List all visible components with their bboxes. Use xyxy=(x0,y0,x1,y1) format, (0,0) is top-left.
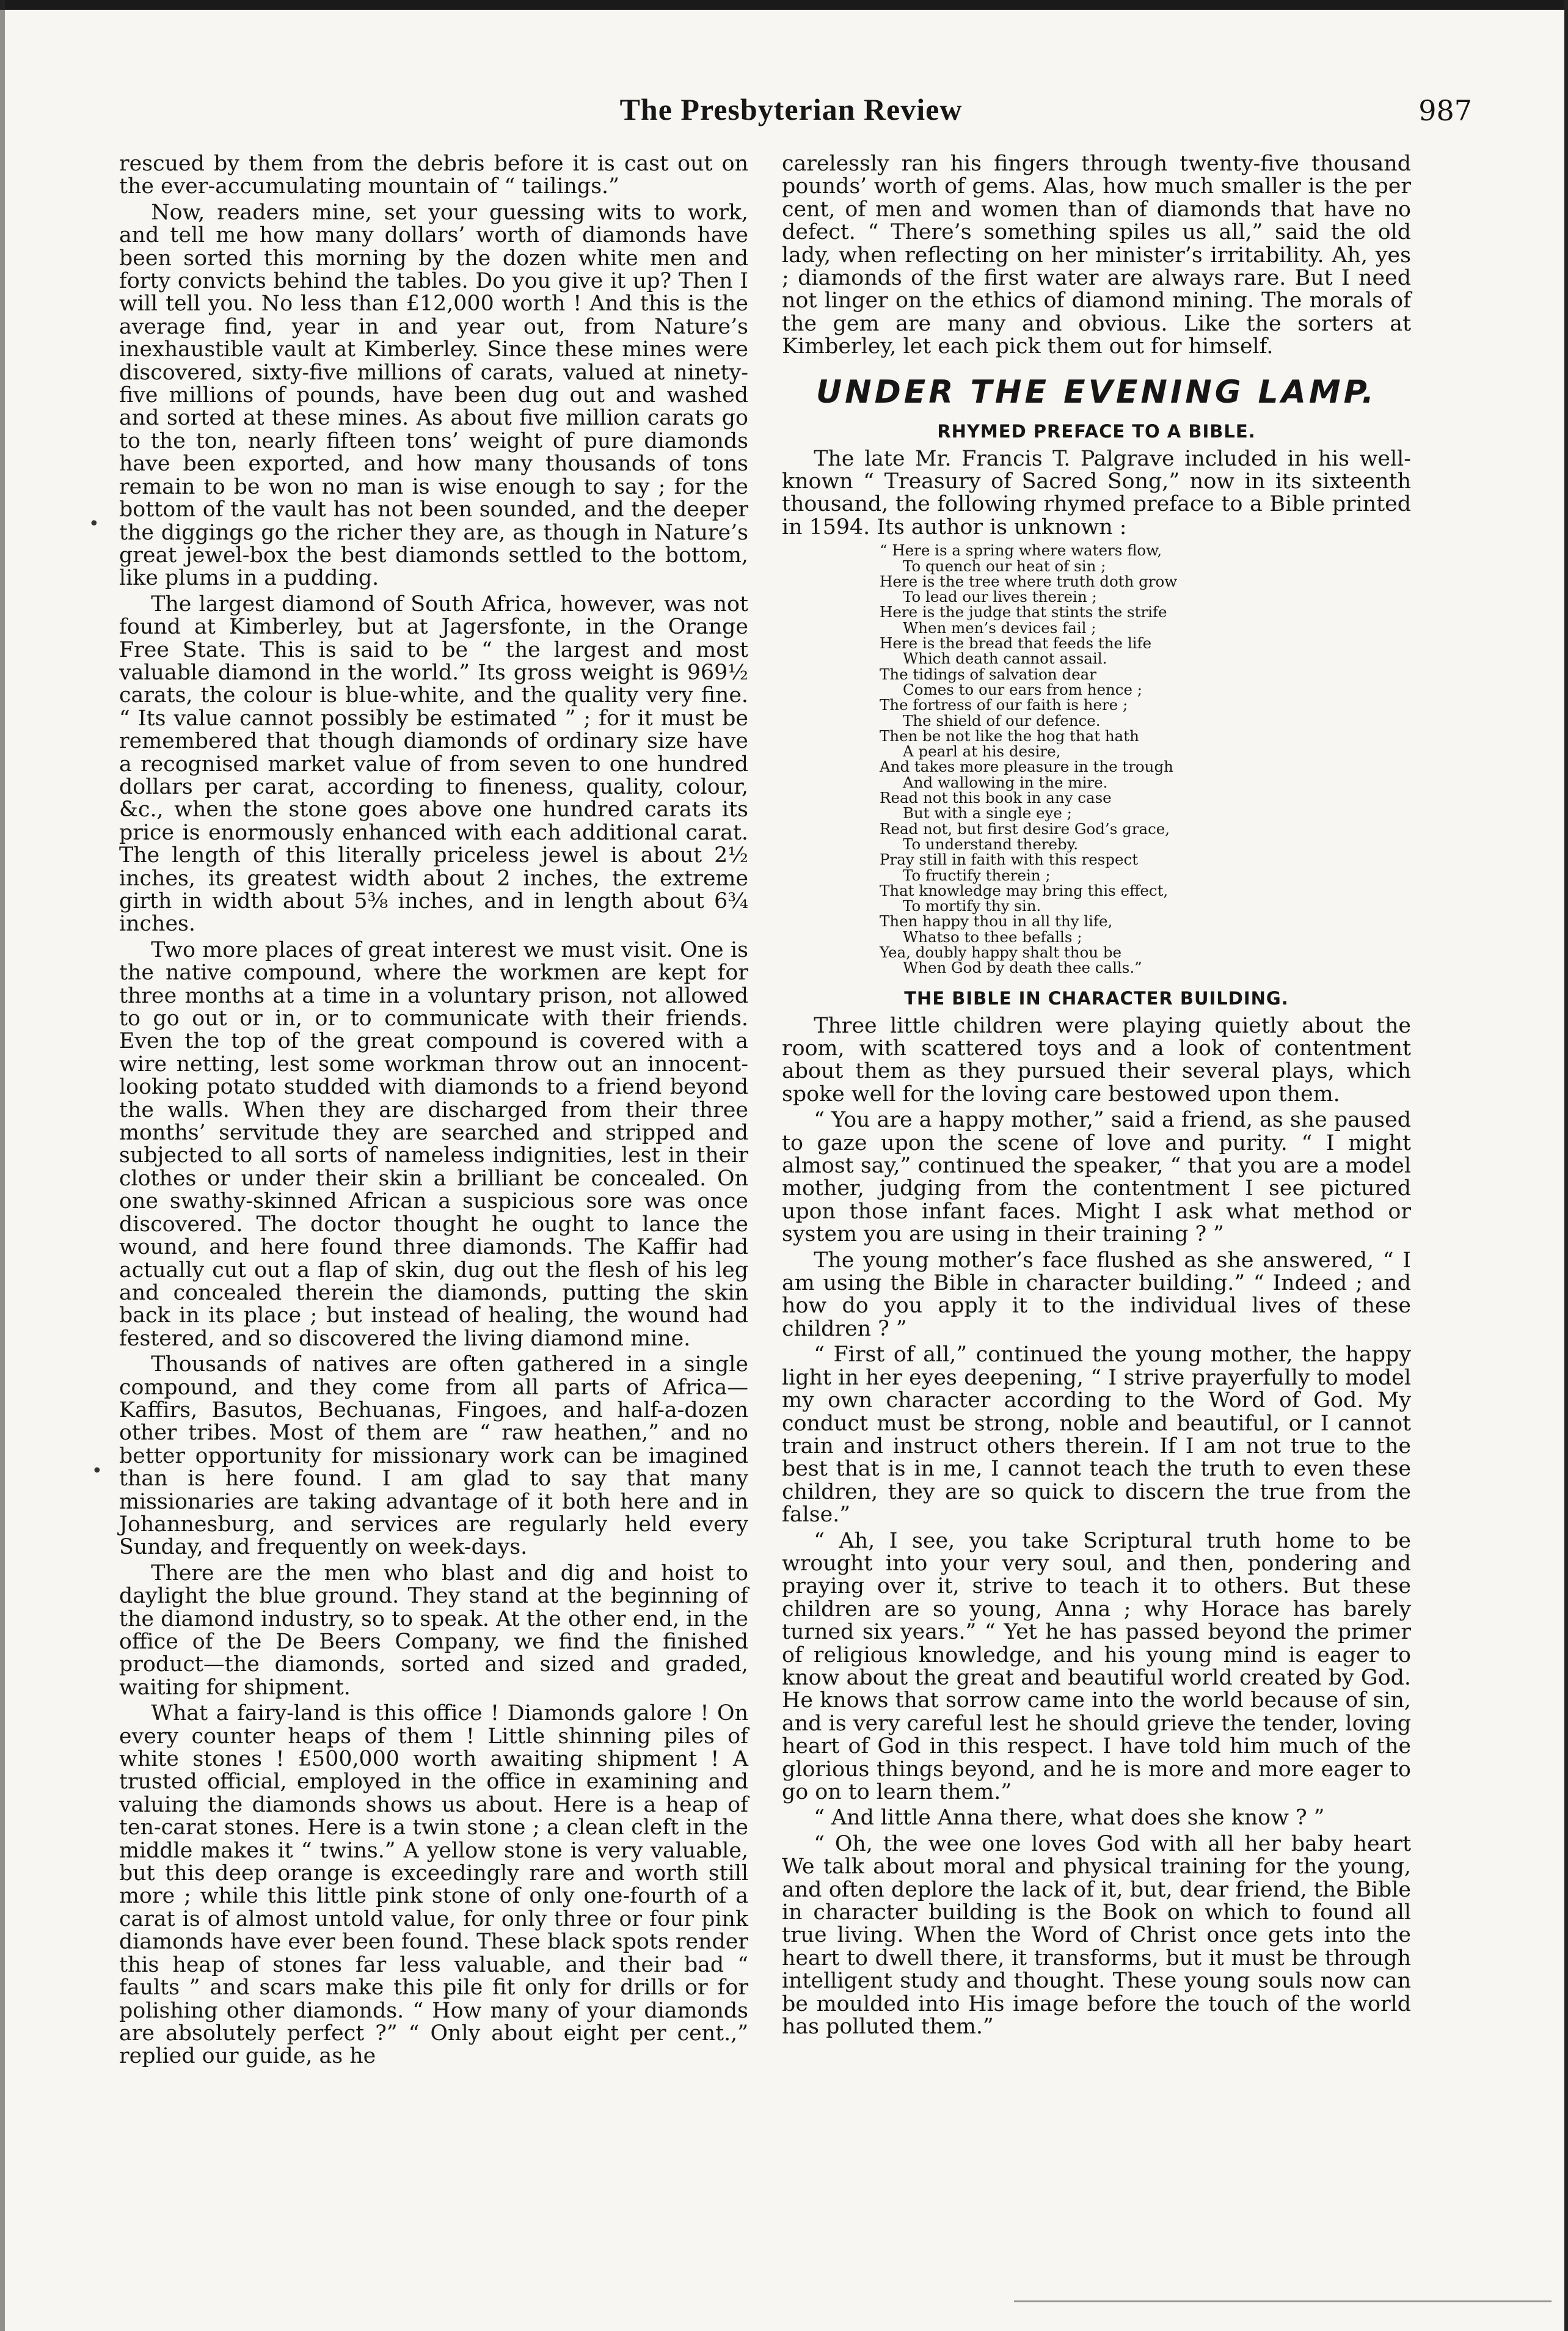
article-paragraph: The largest diamond of South Africa, however, was not found at Kimberley, but at Jagersfonte, in the Orange Free State. This is said to be “ the largest and most valuable diamond in the world.” Its gross weight is 969½ carats, the colour is blue-white, and the quality very fine. “ Its value cannot possibly be estimated ” ; for it must be remembered that though diamonds of ordinary size have a recognised market value of from seven to one hundred dollars per carat, according to fineness, quality, colour, &c., when the stone goes above one hundred carats its price is enormously enhanced with each additional carat. The length of this literally priceless jewel is about 2½ inches, its greatest width about 2 inches, the extreme girth in width about 5⅜ inches, and in length about 6¾ inches. xyxy=(119,591,748,937)
poem-line: Then happy thou in all thy life, xyxy=(880,912,1113,931)
left-column xyxy=(119,153,748,2071)
page-header xyxy=(110,92,1472,134)
article-paragraph: Three little children were playing quietly about the room, with scattered toys and a look of contentment about them as they pursued their several plays, which spoke well for the loving care bestowed upon them. xyxy=(782,1013,1411,1107)
right-column xyxy=(782,153,1411,2041)
poem-line: Which death cannot assail. xyxy=(903,650,1107,668)
poem-line: Read not, but first desire God’s grace, xyxy=(880,819,1170,838)
rhymed-preface-poem xyxy=(782,543,1411,975)
running-title: The Presbyterian Review xyxy=(619,92,963,126)
article-paragraph: “ Ah, I see, you take Scriptural truth home to be wrought into your very soul, and then, pondering and praying over it, strive to teach it to others. But these children are so young, Anna ; why Horace has barely turned six years.” “ Yet he has passed beyond the primer of religious knowledge, and his young mind is eager to know about the great and beautiful world created by God. He knows that sorrow came into the world because of sin, and is very careful lest he should grieve the tender, loving heart of God in this respect. I have told him much of the glorious things beyond, and he is more and more eager to go on to learn them.” xyxy=(782,1528,1411,1804)
article-paragraph: “ Oh, the wee one loves God with all her baby heart We talk about moral and physical training for the young, and often deplore the lack of it, but, dear friend, the Bible in character building is the Book on which to found all true living. When the Word of Christ once gets into the heart to dwell there, it transforms, but it must be through intelligent study and thought. These young souls now can be moulded into His image before the touch of the world has polluted them.” xyxy=(782,1831,1411,2040)
article-paragraph: “ You are a happy mother,” said a friend, as she paused to gaze upon the scene of love and purity. “ I might almost say,” continued the speaker, “ that you are a model mother, judging from the contentment I see pictured upon those infant faces. Might I ask what method or system you are using in their training ? ” xyxy=(782,1108,1411,1247)
page-number: 987 xyxy=(1418,94,1472,127)
poem-line: But with a single eye ; xyxy=(903,804,1072,822)
article-paragraph: Thousands of natives are often gathered in a single compound, and they come from all parts of Africa—Kaffirs, Basutos, Bechuanas, Fingoes, and half-a-dozen other tribes. Most of them are “ raw heathen,” and no better opportunity for missionary work can be imagined than is here found. I am glad to say that many missionaries are taking advantage of it both here and in Johannesburg, and services are regularly held every Sunday, and frequently on week-days. xyxy=(119,1352,748,1560)
poem-line: When men’s devices fail ; xyxy=(903,618,1096,637)
poem-line: Yea, doubly happy shalt thou be xyxy=(880,943,1122,961)
article-paragraph: Now, readers mine, set your guessing wits to work, and tell me how many dollars’ worth of diamonds have been sorted this morning by the dozen white men and forty convicts behind the tables. Do you give it up? Then I will tell you. No less than £12,000 worth ! And this is the average find, year in and year out, from Nature’s inexhaustible vault at Kimberley. Since these mines were discovered, sixty-five millions of carats, valued at ninety-five millions of pounds, have been dug out and washed and sorted at these mines. As about five million carats go to the ton, nearly fifteen tons’ weight of pure diamonds have been exported, and how many thousands of tons remain to be won no man is wise enough to say ; for the bottom of the vault has not been sounded, and the deeper the diggings go the richer they are, as though in Nature’s great jewel-box the best diamonds settled to the bottom, like plums in a pudding. xyxy=(119,200,748,591)
poem-line: To quench our heat of sin ; xyxy=(903,557,1106,575)
article-paragraph: The late Mr. Francis T. Palgrave included in his well-known “ Treasury of Sacred Song,” now in its sixteenth thousand, the following rhymed preface to a Bible printed in 1594. Its author is unknown : xyxy=(782,446,1411,540)
poem-line: That knowledge may bring this effect, xyxy=(880,881,1169,899)
poem-line: Here is the judge that stints the strife xyxy=(880,603,1167,621)
poem-line: The fortress of our faith is here ; xyxy=(880,696,1128,714)
article-paragraph: carelessly ran his fingers through twenty-five thousand pounds’ worth of gems. Alas, how much smaller is the per cent, of men and women than of diamonds that have no defect. “ There’s something spiles us all,” said the old lady, when reflecting on her minister’s irritability. Ah, yes ; diamonds of the first water are always rare. But I need not linger on the ethics of diamond mining. The morals of the gem are many and obvious. Like the sorters at Kimberley, let each pick them out for himself. xyxy=(782,152,1411,359)
poem-line: Then be not like the hog that hath xyxy=(880,726,1139,745)
poem-line: To mortify thy sin. xyxy=(903,897,1041,915)
poem-line: The shield of our defence. xyxy=(903,711,1101,730)
article-paragraph: Two more places of great interest we must visit. One is the native compound, where the workmen are kept for three months at a time in a voluntary prison, not allowed to go out or in, or to communicate with their friends. Even the top of the great compound is covered with a wire netting, lest some workman throw out an innocent-looking potato studded with diamonds to a friend beyond the walls. When they are discharged from their three months’ servitude they are searched and stripped and subjected to all sorts of nameless indignities, lest in their clothes or under their skin a brilliant be concealed. On one swathy-skinned African a suspicious sore was once discovered. The doctor thought he ought to lance the wound, and here found three diamonds. The Kaffir had actually cut out a flap of skin, dug out the flesh of his leg and concealed therein the diamonds, putting the skin back in its place ; but instead of healing, the wound had festered, and so discovered the living diamond mine. xyxy=(119,937,748,1351)
poem-line: And wallowing in the mire. xyxy=(903,773,1108,791)
poem-line: Read not this book in any case xyxy=(880,789,1112,807)
poem-line: To understand thereby. xyxy=(903,835,1079,853)
article-paragraph: “ First of all,” continued the young mother, the happy light in her eyes deepening, “ I strive prayerfully to model my own character according to the Word of God. My conduct must be strong, noble and beautiful, or I cannot train and instruct others therein. If I am not true to the best that is in me, I cannot teach the truth to even these children, they are so quick to discern the true from the false.” xyxy=(782,1342,1411,1528)
poem-line: To fructify therein ; xyxy=(903,866,1051,884)
margin-mark: • xyxy=(92,1460,103,1482)
margin-mark: • xyxy=(89,513,100,535)
poem-line: When God by death thee calls.” xyxy=(903,959,1142,977)
poem-line: Here is the bread that feeds the life xyxy=(880,634,1152,653)
article-paragraph: What a fairy-land is this office ! Diamonds galore ! On every counter heaps of them ! Little shinning piles of white stones ! £500,000 worth awaiting shipment ! A trusted official, employed in the office in examining and valuing the diamonds shows us about. Here is a heap of ten-carat stones. Here is a twin stone ; a clean cleft in the middle makes it “ twins.” A yellow stone is very valuable, but this deep orange is exceedingly rare and worth still more ; while this little pink stone of only one-fourth of a carat is of almost untold value, for only three or four pink diamonds have ever been found. These black spots render this heap of stones far less valuable, and their bad “ faults ” and scars make this pile fit only for drills or for polishing other diamonds. “ How many of your diamonds are absolutely perfect ?” “ Only about eight per cent.,” replied our guide, as he xyxy=(119,1701,748,2069)
article-paragraph: “ And little Anna there, what does she know ? ” xyxy=(814,1806,1325,1831)
article-paragraph: rescued by them from the debris before it is cast out on the ever-accumulating mountain of “ tailings.” xyxy=(119,152,748,199)
right-edge-shadow xyxy=(1564,0,1568,2331)
subheading-character-building: THE BIBLE IN CHARACTER BUILDING. xyxy=(904,987,1289,1009)
poem-line: And takes more pleasure in the trough xyxy=(880,758,1173,776)
poem-line: Comes to our ears from hence ; xyxy=(903,680,1143,698)
poem-line: A pearl at his desire, xyxy=(903,742,1061,761)
section-title: UNDER THE EVENING LAMP. xyxy=(815,373,1377,411)
poem-line: “ Here is a spring where waters flow, xyxy=(880,541,1162,560)
poem-line: To lead our lives therein ; xyxy=(903,588,1097,606)
footer-rule xyxy=(1014,2300,1552,2302)
article-paragraph: The young mother’s face flushed as she answered, “ I am using the Bible in character building.” “ Indeed ; and how do you apply it to the individual lives of these children ? ” xyxy=(782,1248,1411,1341)
poem-line: Whatso to thee befalls ; xyxy=(903,928,1082,946)
poem-line: Pray still in faith with this respect xyxy=(880,851,1139,869)
left-edge-shadow xyxy=(0,0,5,2331)
top-edge-shadow xyxy=(0,0,1568,10)
poem-line: The tidings of salvation dear xyxy=(880,665,1096,683)
poem-line: Here is the tree where truth doth grow xyxy=(880,572,1178,590)
subheading-rhymed-preface: RHYMED PREFACE TO A BIBLE. xyxy=(937,420,1256,442)
article-paragraph: There are the men who blast and dig and hoist to daylight the blue ground. They stand at the beginning of the diamond industry, so to speak. At the other end, in the office of the De Beers Company, we find the finished product—the diamonds, sorted and sized and graded, waiting for shipment. xyxy=(119,1561,748,1700)
